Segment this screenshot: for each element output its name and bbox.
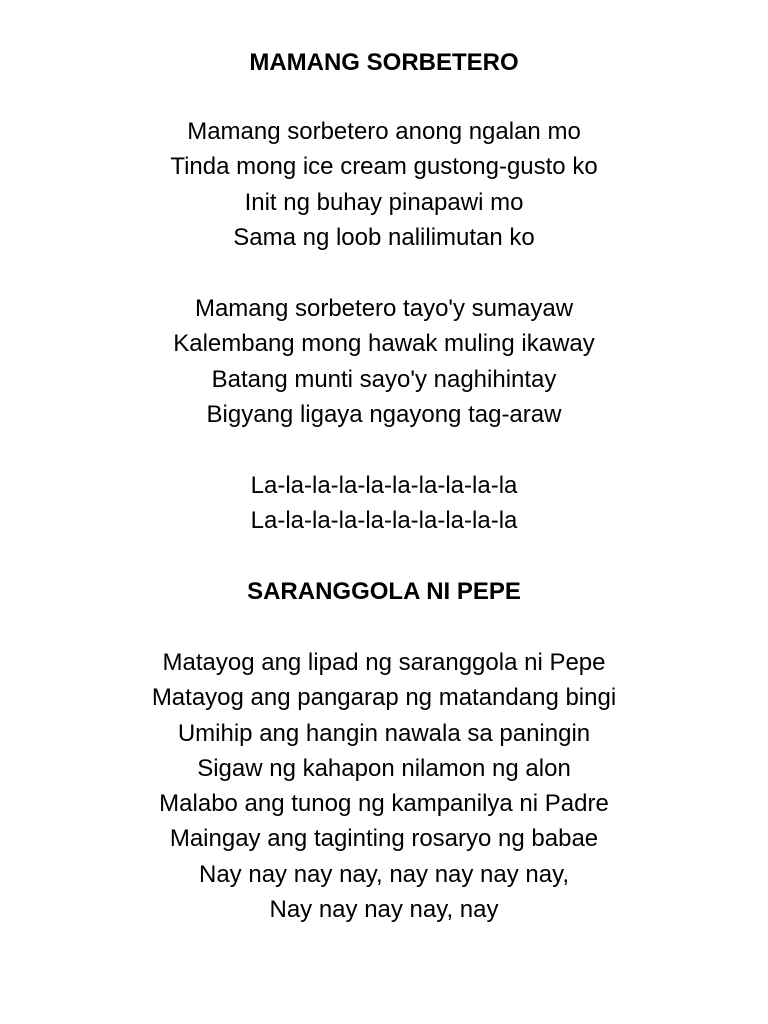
lyric-line: Nay nay nay nay, nay nay nay nay,	[199, 860, 569, 888]
lyric-line: Matayog ang pangarap ng matandang bingi	[151, 684, 617, 712]
song-title: MAMANG SORBETERO	[249, 49, 519, 76]
lyric-line: Matayog ang lipad ng saranggola ni Pepe	[162, 649, 606, 676]
lyric-line: Bigyang ligaya ngayong tag-araw	[206, 400, 562, 428]
lyric-line: Mamang sorbetero tayo'y sumayaw	[194, 295, 574, 322]
stanza	[0, 114, 768, 255]
lyric-line: Malabo ang tunog ng kampanilya ni Padre	[159, 790, 609, 818]
lyric-line: Maingay ang taginting rosaryo ng babae	[169, 825, 599, 853]
lyric-line: Mamang sorbetero anong ngalan mo	[187, 118, 581, 145]
stanza	[0, 468, 768, 539]
stanza	[0, 645, 768, 927]
lyric-line: Umihip ang hangin nawala sa paningin	[177, 719, 591, 747]
lyric-line: Batang munti sayo'y naghihintay	[211, 365, 557, 393]
song-title: SARANGGOLA NI PEPE	[247, 578, 521, 605]
lyric-line: Nay nay nay nay, nay	[269, 896, 499, 924]
lyric-line: Init ng buhay pinapawi mo	[244, 188, 524, 216]
lyric-line: Sama ng loob nalilimutan ko	[233, 223, 535, 251]
lyric-line: Kalembang mong hawak muling ikaway	[173, 330, 595, 358]
lyric-line: Tinda mong ice cream gustong-gusto ko	[170, 153, 598, 181]
lyric-line: La-la-la-la-la-la-la-la-la-la	[250, 507, 518, 535]
lyric-line: Sigaw ng kahapon nilamon ng alon	[197, 754, 571, 782]
stanza	[0, 291, 768, 432]
lyric-line: La-la-la-la-la-la-la-la-la-la	[250, 472, 518, 499]
